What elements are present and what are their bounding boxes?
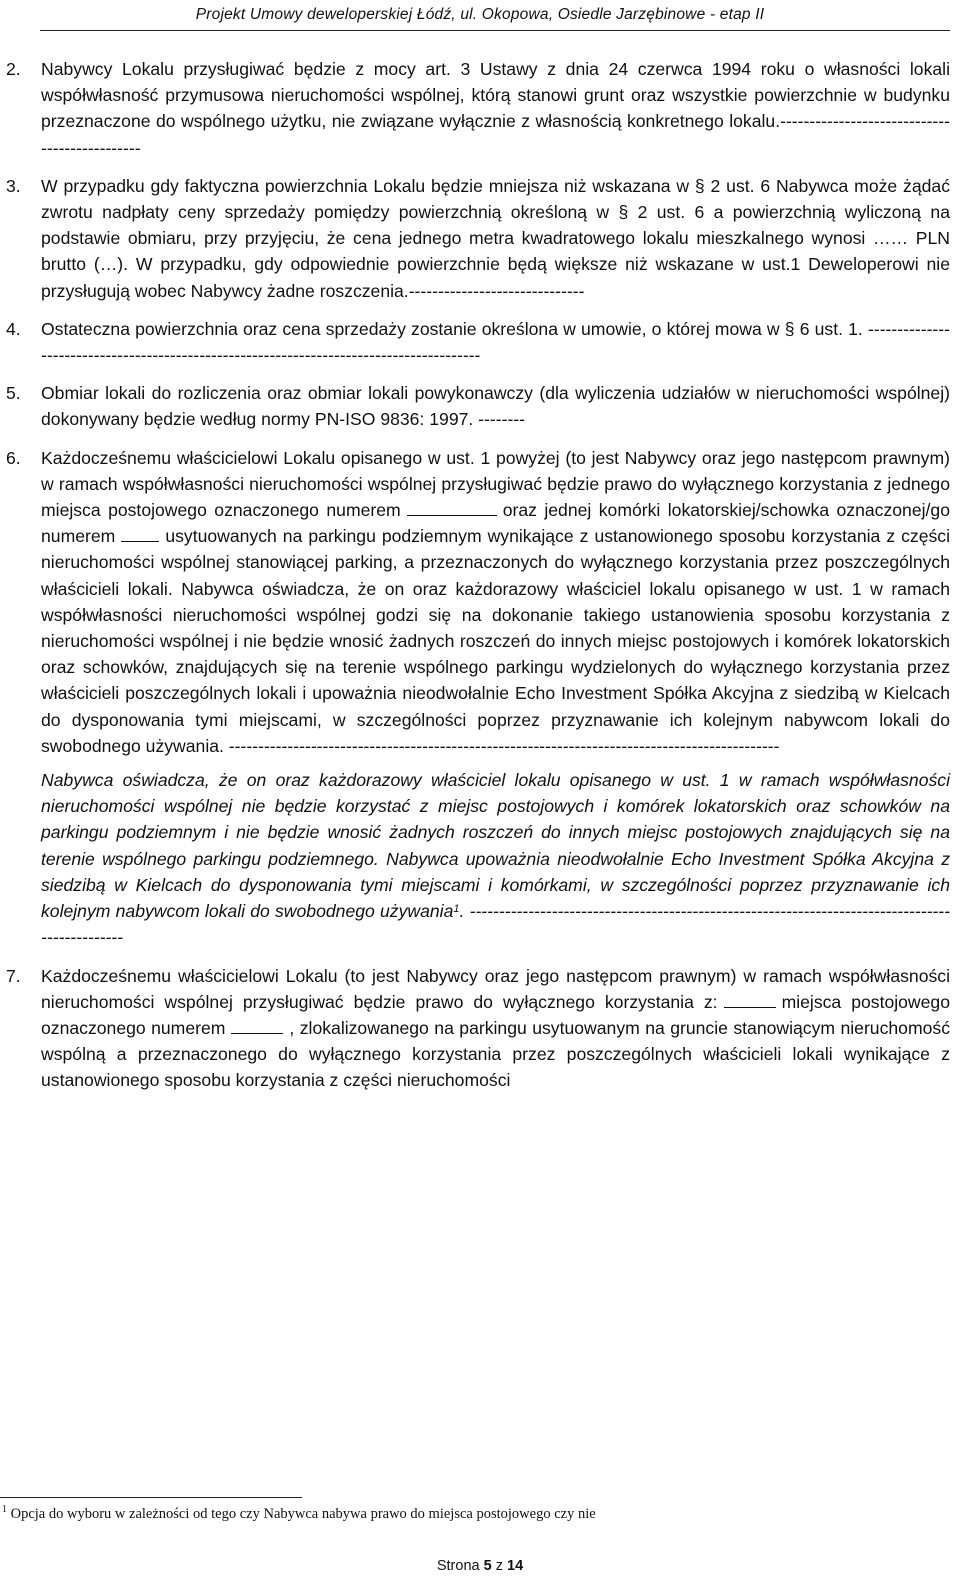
header-title: Projekt Umowy deweloperskiej Łódź, ul. Okopowa, Osiedle Jarzębinowe - etap II [195,6,765,23]
paragraph-number: 7. [6,965,21,986]
page-total: 14 [507,1558,524,1574]
paragraph-number: 3. [6,175,21,196]
paragraph-5 [0,380,950,432]
parking-space-number-blank [407,499,497,516]
paragraph-3 [0,173,950,304]
parking-space-count-blank [724,991,776,1008]
paragraph-text: Każdocześnemu właścicielowi Lokalu (to jest Nabywcy oraz jego następcom prawnym) w ramach współwłasności nieruchomości wspólnej przysługiwać będzie prawo do wyłącznego korzystania z: [41,965,950,1012]
paragraph-number: 6. [6,447,21,468]
footnote-mark: 1 [2,1504,7,1515]
paragraph-text: usytuowanych na parkingu podziemnym wynikające z ustanowionego sposobu korzystania z części nieruchomości wspólnej stanowiącej parking, a przeznaczonych do wyłącznego korzystania przez poszczególnych właścicieli lokali. Nabywca oświadcza, że on oraz każdorazowy właściciel lokalu opisanego w ust. 1 w ramach współwłasności nieruchomości wspólnej godzi się na dokonanie takiego ustanowienia sposobu korzystania z nieruchomości wspólnej i nie będzie wnosić żadnych roszczeń do innych miejsc postojowych i komórek lokatorskich oraz schowków, znajdujących się na terenie wspólnego parkingu wydzielonych do wyłącznego korzystania przez właścicieli poszczególnych lokali i upoważnia nieodwołalnie Echo Investment Spółka Akcyjna z siedzibą w Kielcach do dysponowania tymi miejscami, w szczególności poprzez przyznawanie ich kolejnym nabywcom lokali do swobodnego używania. ---------------------------------------------------------------------------------------------- [41,526,950,756]
paragraph-6 [0,445,950,759]
footnote-reference: 1 [453,903,460,916]
footnote [2,1506,902,1523]
footnote-text: Opcja do wyboru w zależności od tego czy Nabywca nabywa prawo do miejsca postojowego czy nie [7,1506,596,1522]
paragraph-text: , zlokalizowanego na parkingu usytuowanym na gruncie stanowiącym nieruchomość wspólną a przeznaczonego do wyłącznego korzystania przez poszczególnych właścicieli lokali wynikające z ustanowionego sposobu korzystania z części nieruchomości [41,1017,950,1091]
page-label: Strona [436,1558,484,1574]
paragraph-7 [0,963,950,1094]
paragraph-text: oraz jednej komórki lokatorskiej/schowka oznaczonej/go numerem [41,500,950,547]
paragraph-number: 2. [6,59,21,79]
paragraph-number: 5. [6,383,21,404]
paragraph-4 [0,316,950,368]
storage-unit-number-blank [121,525,159,542]
page-separator: z [491,1558,507,1574]
paragraph-text: Ostateczna powierzchnia oraz cena sprzedaży zostanie określona w umowie, o której mowa w § 6 ust. 1. ----------------------------------------------------------------------------------------- [41,318,950,366]
page-number [0,1558,960,1574]
paragraph-text: Każdocześnemu właścicielowi Lokalu opisanego w ust. 1 powyżej (to jest Nabywcy oraz jego następcom prawnym) w ramach współwłasności nieruchomości wspólnej przysługiwać będzie prawo do wyłącznego korzystania z jednego miejsca postojowego oznaczonego numerem [41,447,950,521]
paragraph-text: W przypadku gdy faktyczna powierzchnia Lokalu będzie mniejsza niż wskazana w § 2 ust. 6 Nabywca może żądać zwrotu nadpłaty ceny sprzedaży pomiędzy powierzchnią określoną w § 2 ust. 6 a powierzchnią wyliczoną na podstawie obmiaru, przy przyjęciu, że cena jednego metra kwadratowego lokalu mieszkalnego wynosi …… PLN brutto (…). W przypadku, gdy odpowiednie powierzchnie będą większe niż wskazane w ust.1 Deweloperowi nie przysługują wobec Nabywcy żadne roszczenia.------------------------------ [41,175,950,301]
paragraph-number: 4. [6,318,21,339]
paragraph-text: . ------------------------------------------------------------------------------------------------ [41,901,951,948]
document-header [40,6,920,24]
document-body [0,56,960,1106]
paragraph-6-alternative [0,767,950,950]
footnote-rule [0,1497,302,1498]
parking-space-number-blank [231,1017,283,1034]
paragraph-2 [0,56,950,161]
paragraph-text: Obmiar lokali do rozliczenia oraz obmiar lokali powykonawczy (dla wyliczenia udziałów w nieruchomości wspólnej) dokonywany będzie według normy PN-ISO 9836: 1997. -------- [41,383,950,430]
page-current: 5 [483,1558,492,1574]
paragraph-text: Nabywcy Lokalu przysługiwać będzie z mocy art. 3 Ustawy z dnia 24 czerwca 1994 roku o własności lokali współwłasność przymusowa nieruchomości wspólnej, którą stanowi grunt oraz wszystkie powierzchnie w budynku przeznaczone do wspólnego użytku, nie związane wyłącznie z własnością konkretnego lokalu.---------------------------------------------- [41,59,950,158]
paragraph-text: miejsca postojowego oznaczonego numerem [41,991,950,1038]
paragraph-text: Nabywca oświadcza, że on oraz każdorazowy właściciel lokalu opisanego w ust. 1 w ramach współwłasności nieruchomości wspólnej nie będzie korzystać z miejsc postojowych i komórek lokatorskich oraz schowków na parkingu podziemnym i nie będzie wnosić żadnych roszczeń do innych miejsc postojowych znajdujących się na terenie wspólnego parkingu podziemnego. Nabywca upoważnia nieodwołalnie Echo Investment Spółka Akcyjna z siedzibą w Kielcach do dysponowania tymi miejscami i komórkami, w szczególności poprzez przyznawanie ich kolejnym nabywcom lokali do swobodnego używania [41,770,950,922]
header-rule [40,30,950,31]
